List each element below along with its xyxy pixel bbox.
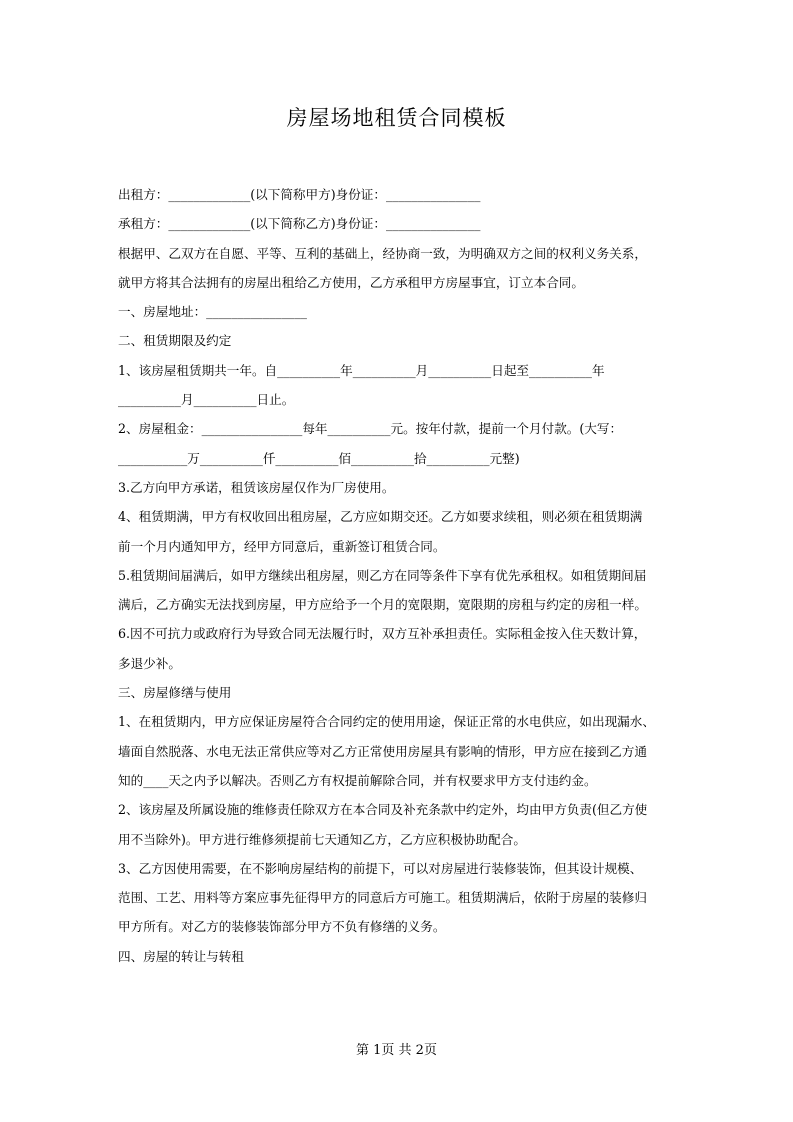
text-line: 根据甲、乙双方在自愿、平等、互利的基础上，经协商一致，为明确双方之间的权利义务关系， xyxy=(118,245,647,261)
text-line: 墙面自然脱落、水电无法正常供应等对乙方正常使用房屋具有影响的情形，甲方应在接到乙方通 xyxy=(118,743,647,759)
section-heading: 四、房屋的转让与转租 xyxy=(118,948,244,964)
document-title: 房屋场地租赁合同模板 xyxy=(286,106,507,130)
text-line: 一、房屋地址：________________ xyxy=(118,304,307,320)
text-line: 就甲方将其合法拥有的房屋出租给乙方使用，乙方承租甲方房屋事宜，订立本合同。 xyxy=(118,274,584,290)
text-line: 1、在租赁期内，甲方应保证房屋符合合同约定的使用用途，保证正常的水电供应，如出现漏水、 xyxy=(118,714,655,730)
document-body xyxy=(118,180,678,971)
section-heading: 二、租赁期限及约定 xyxy=(118,333,232,349)
text-line: 5.租赁期间届满后，如甲方继续出租房屋，则乙方在同等条件下享有优先承租权。如租赁期间届 xyxy=(118,567,647,583)
text-line: __________月__________日止。 xyxy=(118,392,295,408)
text-line: 6.因不可抗力或政府行为导致合同无法履行时，双方互补承担责任。实际租金按入住天数计算， xyxy=(118,626,647,642)
text-line: 2、房屋租金：________________每年__________元。按年付款，提前一个月付款。(大写： xyxy=(118,421,623,437)
text-line: 3.乙方向甲方承诺，租赁该房屋仅作为厂房使用。 xyxy=(118,479,395,495)
text-line: 出租方：_____________(以下简称甲方)身份证：_______________ xyxy=(118,187,481,202)
text-line: 多退少补。 xyxy=(118,655,181,671)
text-line: 2、该房屋及所属设施的维修责任除双方在本合同及补充条款中约定外，均由甲方负责(但乙方使 xyxy=(118,802,648,818)
text-line: 1、该房屋租赁期共一年。自__________年__________月__________日起至__________年 xyxy=(118,362,605,378)
text-line: 承租方：_____________(以下简称乙方)身份证：_______________ xyxy=(118,216,481,232)
text-line: 前一个月内通知甲方，经甲方同意后，重新签订租赁合同。 xyxy=(118,538,446,554)
text-line: ___________万__________仟__________佰__________拾__________元整) xyxy=(118,450,520,466)
text-line: 用不当除外)。甲方进行维修须提前七天通知乙方，乙方应积极协助配合。 xyxy=(118,831,526,847)
page-footer: 第 1页 共 2页 xyxy=(356,1043,437,1058)
text-line: 3、乙方因使用需要，在不影响房屋结构的前提下，可以对房屋进行装修装饰，但其设计规模、 xyxy=(118,860,643,876)
text-line: 4、租赁期满，甲方有权收回出租房屋，乙方应如期交还。乙方如要求续租，则必须在租赁期满 xyxy=(118,509,643,525)
text-line: 知的____天之内予以解决。否则乙方有权提前解除合同，并有权要求甲方支付违约金。 xyxy=(118,772,597,788)
text-line: 满后，乙方确实无法找到房屋，甲方应给予一个月的宽限期，宽限期的房租与约定的房租一样。 xyxy=(118,597,647,613)
text-line: 范围、工艺、用料等方案应事先征得甲方的同意后方可施工。租赁期满后，依附于房屋的装修归 xyxy=(118,890,647,906)
text-line: 甲方所有。对乙方的装修装饰部分甲方不负有修缮的义务。 xyxy=(118,919,446,935)
section-heading: 三、房屋修缮与使用 xyxy=(118,685,232,701)
